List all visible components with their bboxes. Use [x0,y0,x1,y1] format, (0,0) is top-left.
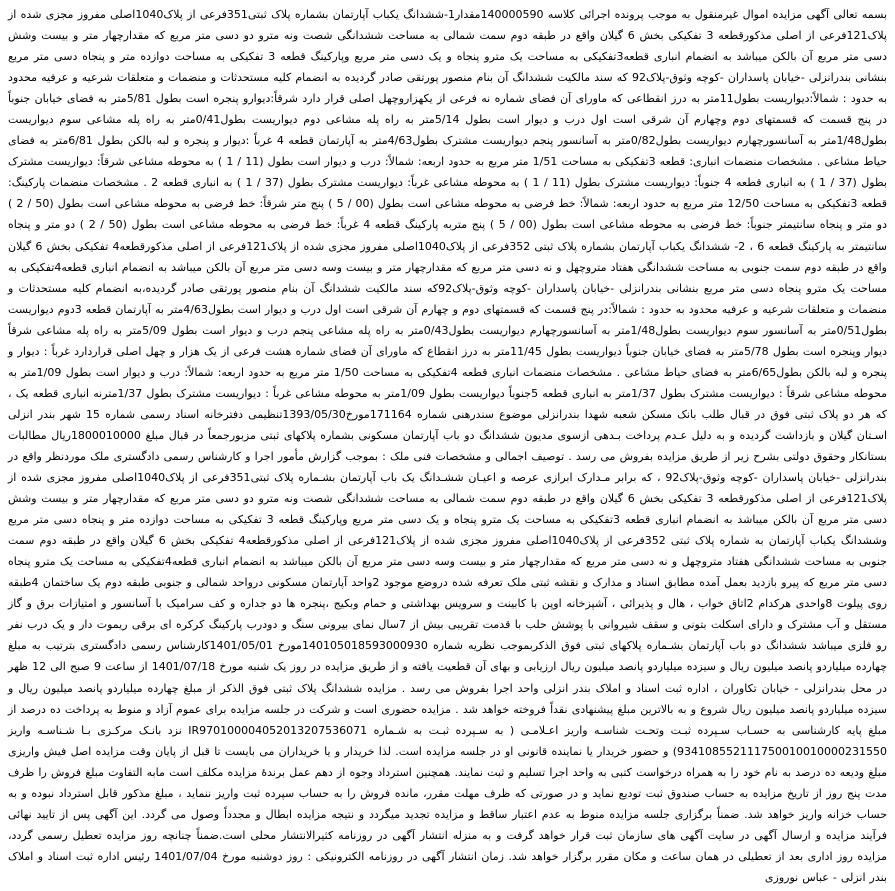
auction-notice-text: بسمه تعالی آگهی مزایده اموال غیرمنقول به موجب پرونده اجرائی کلاسه 140000590مقدار1-ششدانگ یکباب آپارتمان بشماره پلاک ثبتی351فرعی از پلاک1040اصلی مفروز مجزی شده از پلاک121فرعی از اصلی مذکورقطعه 3 تفکیکی بخش 6 گیلان واقع در طبقه دوم سمت شمالی به مساحت ششدانگی شصت ونه مترو دو دسی متر مربع که مقدارچهار متر و بیست وشش دسی متر مربع آن بالکن میباشد به انضمام انباری قطعه3تفکیکی به مساحت یک مترو پنجاه و یک دسی متر مربع وپارکینگ قطعه 3 تفکیکی به مساحت دوازده متر و پنجاه دسی متر مربع بنشانی بندرانزلی -خیابان پاسداران -کوچه وثوق-پلاک92 که سند مالکیت ششدانگ آن بنام منصور پورتقی صادر گردیده به انضمام کلیه مستحدثات و منضمات و متعلقات شرعیه و عرفیه محدود به حدود : شمالاً:دیواریست بطول11متر به درز انقطاعی که ماورای آن فضای شماره نه فرعی از یکهزاروچهل اصلی قرار دارد شرقاً:دیوارو پنجره است بطول 5/81متر به فضای خیابان جنوباً در پنج قسمت که قسمتهای دوم وچهارم آن شرقی است اول درب و دیوار است بطول 5/14متر به راه پله مشاعی دوم دیواریست بطول0/41متر به راه پله مشاعی سوم دیواریست بطول1/48متر به آسانسورچهارم دیواریست بطول0/82متر به آسانسور پنجم دیواریست مشترک بطول4/63متر به آپارتمان قطعه 4 غرباً :دیوار و پنجره و لبه بالکن بطول 6/81متر به فضای حیاط مشاعی . مشخصات منضمات انباری: قطعه 3تفکیکی به مساحت 1/51 متر مربع به حدود اربعه: شمالاً: درب و دیوار است بطول (11 / 1 ) به محوطه مشاعی شرقاً: دیواریست مشترک بطول (37 / 1 ) به انباری قطعه 4 جنوباً: دیواریست مشترک بطول (11 / 1 ) به محوطه مشاعی غرباً: دیواریست مشترک بطول (37 / 1 ) به انباری قطعه 2 . مشخصات منضمات پارکینگ: قطعه 3تفکیکی به مساحت 12/50 متر مربع به حدود اربعه: شمالاً: خط فرضی به محوطه مشاعی است بطول (00 / 5 ) پنج متر شرقاً: خط فرضی به محوطه مشاعی است بطول (50 / 2 ) دو متر و پنجاه سانتیمتر جنوباً: خط فرضی به محوطه مشاعی است بطول (00 / 5 ) پنج متربه پارکینگ قطعه 4 غرباً: خط فرضی به محوطه مشاعی است بطول (50 / 2 ) دو متر و پنجاه سانتیمتر به پارکینگ قطعه 6 ، 2- ششدانگ یکباب آپارتمان بشماره پلاک ثبتی 352فرعی از پلاک1040اصلی مفروز مجزی شده از پلاک121فرعی از اصلی مذکورقطعه4 تفکیکی بخش 6 گیلان واقع در طبقه دوم سمت جنوبی به مساحت ششدانگی هفتاد متروچهل و نه دسی متر مربع که مقدارچهار متر و بیست وسه دسی متر مربع آن بالکن میباشد به انضمام انباری قطعه4تفکیکی به مساحت یک مترو پنجاه دسی متر مربع بنشانی بندرانزلی -خیابان پاسداران -کوچه وثوق-پلاک92که سند مالکیت ششدانگ آن بنام منصور پورتقی صادر گردیده،به انضمام کلیه مستحدثات و منضمات و متعلقات شرعیه و عرفیه محدود به حدود : شمالاً:در پنج قسمت که قسمتهای دوم و چهارم آن شرقی است اول درب و دیوار است بطول4/63متر به آپارتمان قطعه 3دوم دیواریست بطول0/51متر به آسانسور سوم دیواریست بطول1/48متر به آسانسورچهارم دیواریست بطول0/43متر به راه پله مشاعی پنجم درب و دیوار است بطول 5/09متر به راه پله مشاعی شرقاً دیوار وپنجره است بطول 5/78متر به فضای خیابان جنوباً دیواریست بطول 11/45متر به درز انقطاع که ماورای آن فضای شماره هشت فرعی از یک هزار و چهل اصلی قراردارد غرباً : دیوار و پنجره و لبه بالکن بطول6/65متر به فضای حیاط مشاعی . مشخصات منضمات انباری قطعه 4تفکیکی به مساحت 1/50 متر مربع به حدود اربعه: شمالاً: درب و دیوار است بطول 1/09متر به محوطه مشاعی شرقاً : دیواریست مشترک بطول 1/37متر به انباری قطعه 5جنوباً دیواریست بطول 1/09متر به محوطه مشاعی غرباً : دیواریست مشترک بطول 1/37مترنه انباری قطعه یک ، که هر دو پلاک ثبتی فوق در قبال طلب بانک مسکن شعبه شهدا بندرانزلی موضوع سندرهنی شماره 171164مورخ1393/05/30تنظیمی دفترخانه اسناد رسمی شماره 15 شهر بندر انزلی اسـتان گیلان و بازداشت گردیده و به دلیل عـدم پرداخت بـدهی ازسوی مدیون ششدانگ دو باب آپارتمان مسکونی بشماره پلاکهای ثبتی مزبورجمعاً در قبال مبلغ 1800010000ریال مطالبات بستانکار وحقوق دولتی بشرح زیر از طریق مزایده بفروش می رسد . توصیف اجمالی و مشخصات فنی ملک : بموجب گزارش مأمور اجرا و کارشناس رسمی دادگستری ملک موردنظر واقع در بندرانزلی -خیابان پاسداران -کوچه وثوق-پلاک92 ، که برابر مـدارک ابرازی عرصه و اعیـان ششـدانگ یک باب آپارتمان بشـماره پلاک ثبتی351فرعی از پلاک1040اصلی مفروز مجزی شده از پلاک121فرعی از اصلی مذکورقطعه 3 تفکیکی بخش 6 گیلان واقع در طبقه دوم سمت شمالی به مساحت ششدانگی شصت ونه مترو دو دسی متر مربع که مقدارچهار متر و بیست وشش دسی متر مربع آن بالکن میباشد به انضمام انباری قطعه 3تفکیکی به مساحت یک مترو پنجاه و یک دسی متر مربع وپارکینگ قطعه 3 تفکیکی به مساحت دوازده متر و پنجاه دسی متر مربع وششدانگ یکباب آپارتمان به شماره پلاک ثبتی 352فرعی از پلاک1040اصلی مفروز مجزی شده از پلاک121فرعی از اصلی مذکورقطعه4 تفکیکی بخش 6 گیلان واقع در طبقه دوم سمت جنوبی به مساحت ششدانگی هفتاد متروچهل و نه دسی متر مربع که مقدارچهار متر و بیست وسه دسی متر مربع آن بالکن میباشد به انضمام انباری قطعه4تفکیکی به مساحت یک مترو پنجاه دسی متر مربع که پیرو بازدید بعمل آمده مطابق اسناد و مدارک و نقشه ثبتی ملک تعرفه شده دروضع موجود 2واحد آپارتمان مسکونی درواحد شمالی و جنوبی طبقه دوم یک ساختمان 4طبقه روی پیلوت 8واحدی هرکدام 2اتاق خواب ، هال و پذیرائی ، آشپزخانه اوپن با کابینت و سرویس بهداشتی و حمام وبکیج ،پنجره ها دو جداره و کف سرامیک با آسانسور و امتیازات برق و گاز مستقل و آب مشترک و دارای اسکلت بتونی و سقف شیروانی با پوشش حلب با قدمت تقریبی بیش از 7سال نمای بیرونی سنگ و دودرب پارکینگ کرکره ای برقی ریموت دار و یک درب نفر رو فلزی میباشد ششدانگ دو باب آپارتمان بشـماره پلاکهای ثبتی فوق الذکربموجب نظریه شماره 140105018593000930مورخ 1401/05/01کارشناس رسمی دادگستری بترتیب به مبلغ چهارده میلیاردو پانصد میلیون ریال و سیزده میلیاردو پانصد میلیون ریال ارزیابی و بهای آن قطعیت یافته و از طریق مزایده در روز یک شنبه مورخ 1401/07/18 از ساعت 9 صبح الی 12 ظهر در محل بندرانزلی - خیابان تکاوران ، اداره ثبت اسناد و املاک بندر انزلی واحد اجرا بفروش می رسد . مزایده ششدانگ پلاک ثبتی فوق الذکر از مبلغ چهارده میلیاردو پانصد میلیون ریال و سیزده میلیاردو پانصد میلیون ریال شروع و به بالاترین مبلغ پیشنهادی نقداً فروخته خواهد شد . مزایده حضوری است و شرکت در جلسه مزایده برای عموم آزاد و منوط به پرداخت ده درصد از مبلغ پایه کارشناسی به حسـاب سـپرده ثبـت وتحـت شناسـه واریز اعـلامـی ( به سـپرده ثبـت به شـماره IR970100004052013207536071 نزد بانـک مرکـزی بـا شـناسـه واریز 934108552111750010010000231550) و حضور خریدار یا نماینده قانونی او در جلسه مزایده است. لذا خریدار و یا خریداران می بایست تا قبل از پایان وقت مزایده اصل فیش واریزی مبلغ ودیعه ده درصد به نام خود را به همراه درخواست کتبی به واحد اجرا تسلیم و ثبت نمایند. همچنین استرداد وجوه از دهم عمل برندۀ مزایده مکلف است مابه التفاوت مبلغ فروش را ظرف مدت پنج روز از تاریخ مزایده به حساب صندوق ثبت تودیع نماید و در صورتی که ظرف مهلت مقرر، مانده فروش را به حساب سپرده ثبت واریز ننماید ، مبلغ مذکور قابل استرداد نبوده و به حساب خزانه واریز خواهد شد. ضمناً برگزاری جلسه مزایده منوط به عدم اعتبار ساقط و مزایده تجدید میگردد و نتیجه مزایده ابطال و مجدداً وصول می گردد. این آگهی پس از تایید نهائی فرآیند مزایده و ارسال آگهی در سایت آگهی های سازمان ثبت قرار خواهد گرفت و به منزله انتشار آگهی در روزنامه کثیرالانتشار محلی است.ضمناً چنانچه روز مزایده تعطیل رسمی گردد، مزایده روز اداری بعد از تعطیلی در همان ساعت و مکان مقرر برگزار خواهد شد. زمان انتشار آگهی در روزنامه الکترونیکی : روز دوشنبه مورخ 1401/07/04 رئیس اداره ثبت اسناد و املاک بندر انزلی - عباس نوروزی [8,8,888,884]
